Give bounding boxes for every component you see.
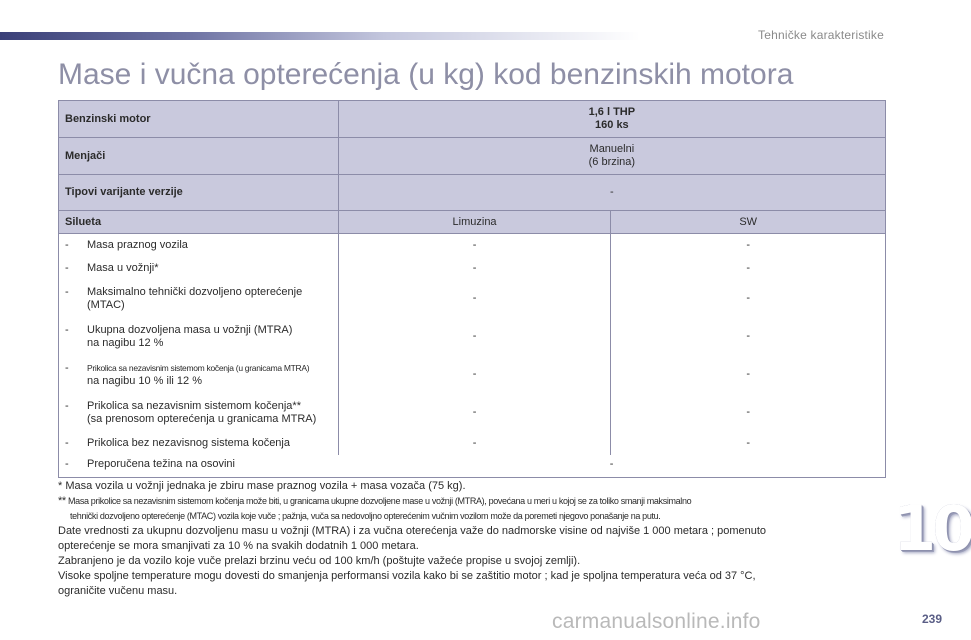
- row-label: Masa u vožnji*: [87, 261, 159, 274]
- row-value-sedan: -: [338, 318, 611, 356]
- table-row-axle: [59, 455, 886, 478]
- footnote-1: * Masa vozila u vožnji jednaka je zbiru mase praznog vozila + masa vozača (75 kg).: [58, 480, 466, 492]
- header-gradient-bar: [0, 32, 640, 40]
- page-title: Mase i vučna opterećenja (u kg) kod benzinskih motora: [58, 58, 794, 91]
- row-value-sw: -: [611, 257, 886, 280]
- chapter-number: 10: [893, 492, 971, 565]
- row-bullet: -: [65, 261, 69, 274]
- mass-table: [58, 100, 886, 478]
- row-label: Prikolica sa nezavisnim sistemom kočenja**: [87, 399, 301, 412]
- row-bullet: -: [65, 285, 69, 298]
- row-bullet: -: [65, 361, 69, 374]
- row-label-line2: na nagibu 10 % ili 12 %: [87, 374, 202, 387]
- table-row: [59, 257, 886, 280]
- footnote-2-marker: **: [58, 495, 66, 507]
- row-value-sw: -: [611, 280, 886, 318]
- temperature-note-line1: Visoke spoljne temperature mogu dovesti do smanjenja performansi vozila kako bi se zaštitio motor ; kad je spoljna temperatura veća od 37 °C,: [58, 570, 756, 582]
- engine-label: Benzinski motor: [59, 101, 339, 138]
- footnote-2-line2: tehnički dozvoljeno opterećenje (MTAC) vozila koje vuče ; pažnja, vuča sa nedovoljno opterećenim vučnim vozilom može da poremeti njegovo ponašanje na putu.: [70, 511, 661, 521]
- row-value-sw: -: [611, 394, 886, 432]
- silhouette-sw: SW: [611, 211, 886, 234]
- section-title: Tehničke karakteristike: [758, 28, 884, 42]
- table-row: [59, 394, 886, 432]
- row-value-sedan: -: [338, 234, 611, 257]
- page-number: 239: [921, 612, 942, 626]
- table-row: [59, 280, 886, 318]
- altitude-note: [58, 524, 888, 554]
- row-value-sedan: -: [338, 280, 611, 318]
- row-bullet: -: [65, 238, 69, 251]
- altitude-note-line1: Date vrednosti za ukupnu dozvoljenu masu u vožnji (MTRA) i za vučna oterećenja važe do nadmorske visine od najviše 1 000 metara ; pomenuto: [58, 525, 767, 537]
- silhouette-row: [59, 211, 886, 234]
- row-value-sedan: -: [338, 394, 611, 432]
- gearbox-row: [59, 138, 886, 175]
- engine-value-line1: 1,6 l THP: [588, 106, 636, 118]
- row-value-sw: -: [611, 432, 886, 455]
- row-value-sw: -: [611, 318, 886, 356]
- speed-note: Zabranjeno je da vozilo koje vuče prelazi brzinu veću od 100 km/h (poštujte važeće propise u svojoj zemlji).: [58, 555, 581, 567]
- row-bullet: -: [65, 323, 69, 336]
- engine-value-line2: 160 ks: [595, 119, 629, 131]
- table-row: [59, 432, 886, 455]
- row-bullet: -: [65, 399, 69, 412]
- variants-value: -: [338, 175, 885, 211]
- table-row: [59, 356, 886, 394]
- table-row: [59, 318, 886, 356]
- gearbox-value-line1: Manuelni: [589, 143, 635, 155]
- row-value-sw: -: [611, 356, 886, 394]
- row-value-sedan: -: [338, 356, 611, 394]
- row-value-sedan: -: [338, 432, 611, 455]
- footnote-2-line1: Masa prikolice sa nezavisnim sistemom kočenja može biti, u granicama ukupne dozvoljene mase u vožnji (MTRA), povećana u meri u kojoj se za toliko smanji maksimalno: [68, 496, 692, 506]
- row-label: Prikolica bez nezavisnog sistema kočenja: [87, 436, 290, 449]
- silhouette-label: Silueta: [59, 211, 339, 234]
- row-value-merged: -: [609, 458, 614, 471]
- variants-label: Tipovi varijante verzije: [59, 175, 339, 211]
- row-label: Masa praznog vozila: [87, 238, 188, 251]
- row-label: Preporučena težina na osovini: [87, 458, 235, 471]
- row-label: Ukupna dozvoljena masa u vožnji (MTRA): [87, 323, 293, 336]
- altitude-note-line2: opterećenje se mora smanjivati za 10 % na svakih dodatnih 1 000 metara.: [58, 540, 419, 552]
- engine-value: [338, 101, 885, 138]
- row-value-sedan: -: [338, 257, 611, 280]
- row-label: Prikolica sa nezavisnim sistemom kočenja (u granicama MTRA): [87, 362, 310, 373]
- silhouette-sedan: Limuzina: [338, 211, 611, 234]
- gearbox-value-line2: (6 brzina): [588, 156, 636, 168]
- footnotes: [58, 479, 888, 599]
- row-label-line2: (sa prenosom opterećenja u granicama MTRA): [87, 412, 317, 425]
- temperature-note-line2: ograničite vučenu masu.: [58, 585, 178, 597]
- row-label-line2: (MTAC): [87, 298, 125, 311]
- row-bullet: -: [65, 436, 69, 449]
- watermark: carmanualsonline.info: [552, 610, 761, 633]
- row-value-sw: -: [611, 234, 886, 257]
- engine-row: [59, 101, 886, 138]
- variants-row: [59, 175, 886, 211]
- footnote-2: [58, 494, 888, 524]
- table-row: [59, 234, 886, 257]
- row-label: Maksimalno tehnički dozvoljeno opterećenje: [87, 285, 303, 298]
- temperature-note: [58, 569, 888, 599]
- gearbox-value: [338, 138, 885, 175]
- gearbox-label: Menjači: [59, 138, 339, 175]
- row-label-line2: na nagibu 12 %: [87, 336, 164, 349]
- row-bullet: -: [65, 458, 69, 471]
